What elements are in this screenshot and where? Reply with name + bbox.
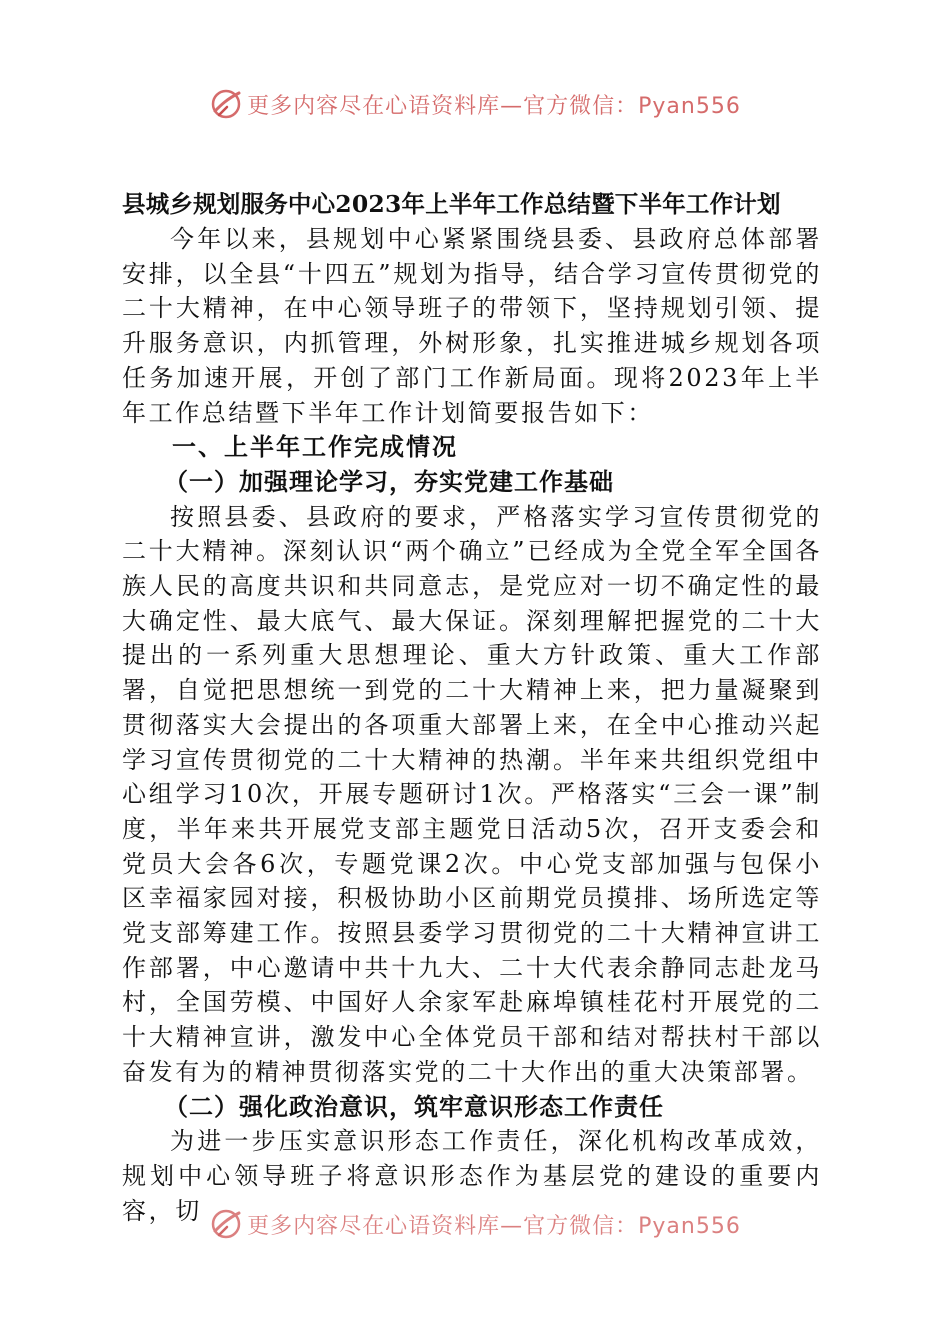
watermark-footer xyxy=(0,1204,950,1244)
document-body xyxy=(122,186,822,1228)
section-heading-1: 一、上半年工作完成情况 xyxy=(172,432,458,462)
intro-paragraph: 今年以来，县规划中心紧紧围绕县委、县政府总体部署安排，以全县“十四五”规划为指导，结合学习宣传贯彻党的二十大精神，在中心领导班子的带领下，坚持规划引领、提升服务意识，内抓管理，外树形象，扎实推进城乡规划各项任务加速开展，开创了部门工作新局面。现将2023年上半年工作总结暨下半年工作计划简要报告如下： xyxy=(122,225,822,427)
watermark-logo-icon xyxy=(209,1207,243,1241)
subsection-heading-2: （二）强化政治意识，筑牢意识形态工作责任 xyxy=(164,1091,664,1121)
watermark-text: 更多内容尽在心语资料库—官方微信：Pyan556 xyxy=(247,1213,741,1239)
document-title: 县城乡规划服务中心2023年上半年工作总结暨下半年工作计划 xyxy=(122,190,781,218)
subsection-heading-1: （一）加强理论学习，夯实党建工作基础 xyxy=(164,466,614,496)
watermark-header xyxy=(0,84,950,124)
subsection-1-paragraph: 按照县委、县政府的要求，严格落实学习宣传贯彻党的二十大精神。深刻认识“两个确立”已经成为全党全军全国各族人民的高度共识和共同意志，是党应对一切不确定性的最大确定性、最大底气、最大保证。深刻理解把握党的二十大提出的一系列重大思想理论、重大方针政策、重大工作部署，自觉把思想统一到党的二十大精神上来，把力量凝聚到贯彻落实大会提出的各项重大部署上来，在全中心推动兴起学习宣传贯彻党的二十大精神的热潮。半年来共组织党组中心组学习10次，开展专题研讨1次。严格落实“三会一课”制度，半年来共开展党支部主题党日活动5次，召开支委会和党员大会各6次，专题党课2次。中心党支部加强与包保小区幸福家园对接，积极协助小区前期党员摸排、场所选定等党支部筹建工作。按照县委学习贯彻党的二十大精神宣讲工作部署，中心邀请中共十九大、二十大代表余静同志赴龙马村，全国劳模、中国好人余家军赴麻埠镇桂花村开展党的二十大精神宣讲，激发中心全体党员干部和结对帮扶村干部以奋发有为的精神贯彻落实党的二十大作出的重大决策部署。 xyxy=(122,502,822,1086)
watermark-text: 更多内容尽在心语资料库—官方微信：Pyan556 xyxy=(247,93,741,119)
watermark-logo-icon xyxy=(209,87,243,121)
subsection-2-paragraph: 为进一步压实意识形态工作责任，深化机构改革成效，规划中心领导班子将意识形态作为基层党的建设的重要内容，切 xyxy=(122,1127,822,1225)
